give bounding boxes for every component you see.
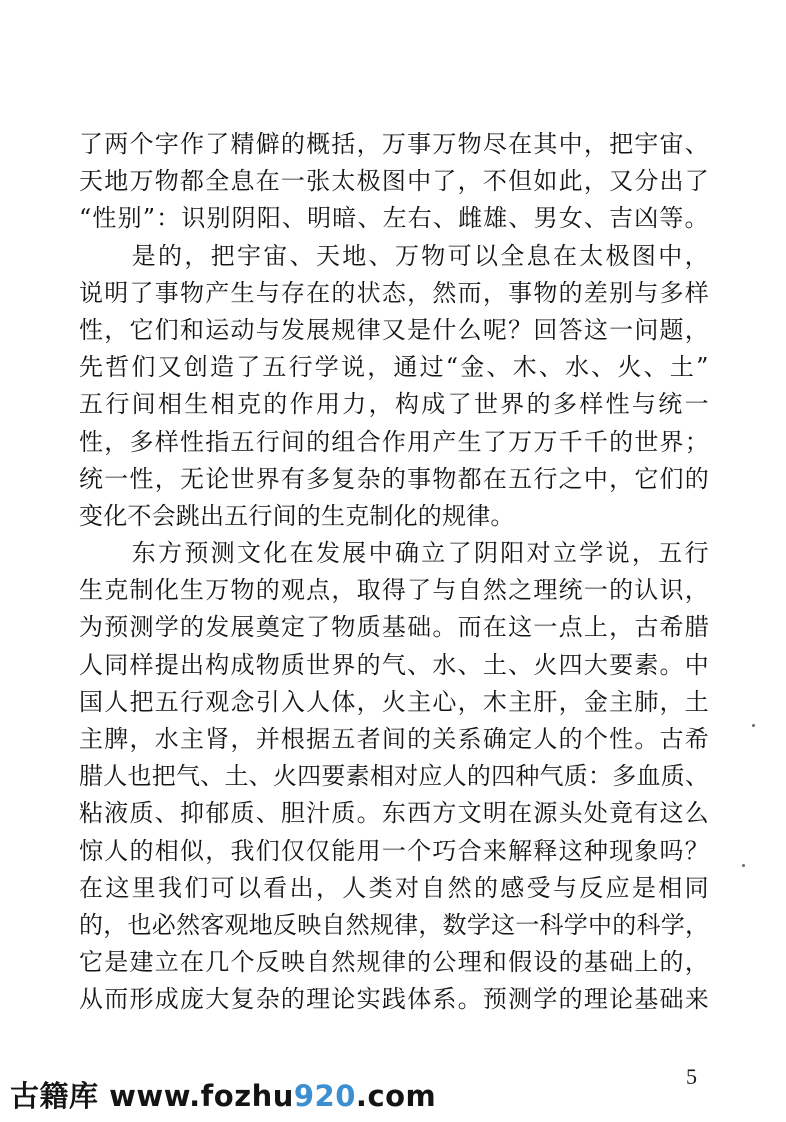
text-line: 了两个字作了精僻的概括，万事万物尽在其中，把宇宙、 bbox=[79, 130, 711, 158]
scan-speck bbox=[742, 864, 745, 867]
watermark-url-suffix: .com bbox=[355, 1079, 437, 1113]
text-line: 五行间相生相克的作用力，构成了世界的多样性与统一 bbox=[79, 390, 711, 419]
text-line: 在这里我们可以看出，人类对自然的感受与反应是相同 bbox=[79, 873, 711, 902]
text-line: 先哲们又创造了五行学说，通过“金、木、水、火、土” bbox=[79, 353, 711, 382]
text-line: 的，也必然客观地反映自然规律，数学这一科学中的科学， bbox=[79, 910, 710, 939]
text-line: 粘液质、抑郁质、胆汁质。东西方文明在源头处竟有这么 bbox=[79, 799, 711, 828]
text-line: 惊人的相似，我们仅仅能用一个巧合来解释这种现象吗？ bbox=[79, 836, 711, 865]
text-line: 天地万物都全息在一张太极图中了，不但如此，又分出了 bbox=[79, 167, 711, 196]
body-text bbox=[79, 126, 709, 1019]
watermark-url-prefix: www.fozhu bbox=[109, 1079, 294, 1113]
watermark-url-number: 920 bbox=[293, 1079, 356, 1113]
text-line: 生克制化生万物的观点，取得了与自然之理统一的认识， bbox=[79, 576, 711, 605]
watermark-name: 古籍库 bbox=[10, 1079, 99, 1113]
text-line: 国人把五行观念引入人体，火主心，木主肝，金主肺，土 bbox=[79, 687, 711, 716]
text-line: 是的，把宇宙、天地、万物可以全息在太极图中， bbox=[79, 241, 711, 270]
text-line: 性，多样性指五行间的组合作用产生了万万千千的世界； bbox=[79, 427, 711, 456]
scan-speck bbox=[752, 724, 755, 727]
text-line: 说明了事物产生与存在的状态，然而，事物的差别与多样 bbox=[79, 278, 711, 307]
text-line: 变化不会跳出五行间的生克制化的规律。 bbox=[79, 501, 515, 530]
text-line: “性别”：识别阴阳、明暗、左右、雌雄、男女、吉凶等。 bbox=[79, 204, 710, 233]
text-line: 为预测学的发展奠定了物质基础。而在这一点上，古希腊 bbox=[79, 613, 711, 642]
text-line: 统一性，无论世界有多复杂的事物都在五行之中，它们的 bbox=[79, 464, 711, 493]
text-line: 腊人也把气、土、火四要素相对应人的四种气质：多血质、 bbox=[79, 762, 710, 791]
text-line: 它是建立在几个反映自然规律的公理和假设的基础上的， bbox=[79, 948, 711, 977]
text-line: 从而形成庞大复杂的理论实践体系。预测学的理论基础来 bbox=[79, 985, 711, 1014]
page-number: 5 bbox=[686, 1064, 697, 1089]
text-line: 主脾，水主肾，并根据五者间的关系确定人的个性。古希 bbox=[79, 725, 711, 753]
site-watermark bbox=[10, 1074, 436, 1115]
text-line: 性，它们和运动与发展规律又是什么呢？回答这一问题， bbox=[79, 315, 711, 344]
text-line: 人同样提出构成物质世界的气、水、土、火四大要素。中 bbox=[79, 650, 711, 679]
text-line: 东方预测文化在发展中确立了阴阳对立学说，五行 bbox=[79, 539, 711, 568]
